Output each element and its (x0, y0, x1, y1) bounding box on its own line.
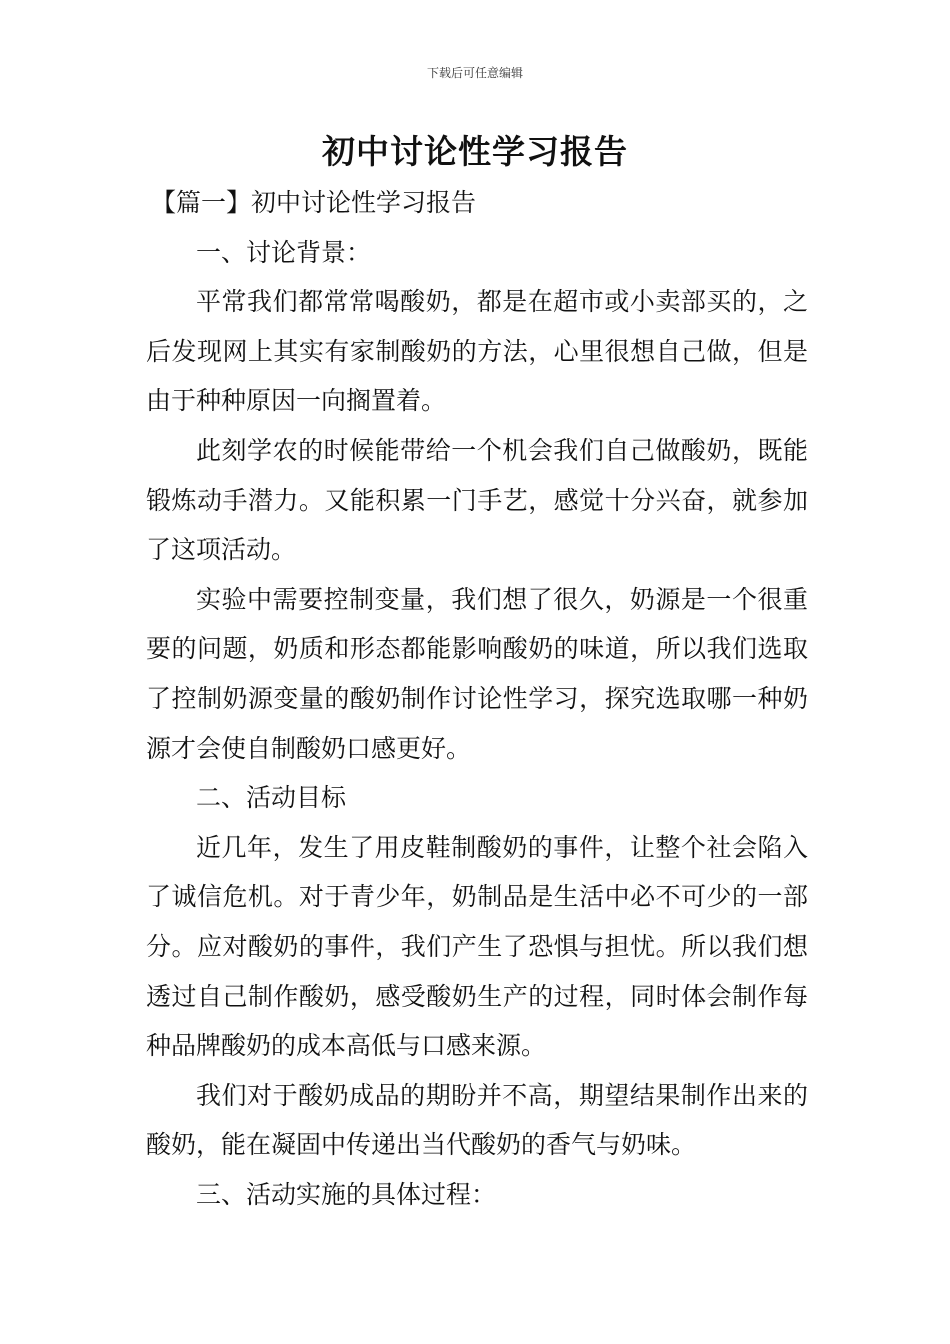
section-heading-process: 三、活动实施的具体过程： (196, 1179, 497, 1209)
header-note: 下载后可任意编辑 (426, 66, 523, 80)
paragraph-background-1: 平常我们都常常喝酸奶，都是在超市或小卖部买的，之后发现网上其实有家制酸奶的方法，心里很想自己做，但是由于种种原因一向搁置着。 (146, 287, 808, 416)
section-heading-part-one: 【篇一】初中讨论性学习报告 (151, 188, 477, 217)
document-body (146, 178, 808, 1219)
paragraph-background-2: 此刻学农的时候能带给一个机会我们自己做酸奶，既能锻炼动手潜力。又能积累一门手艺，感觉十分兴奋，就参加了这项活动。 (146, 435, 808, 565)
paragraph-goals-2: 我们对于酸奶成品的期盼并不高，期望结果制作出来的酸奶，能在凝固中传递出当代酸奶的香气与奶味。 (146, 1080, 808, 1160)
paragraph-goals-1: 近几年，发生了用皮鞋制酸奶的事件，让整个社会陷入了诚信危机。对于青少年，奶制品是生活中必不可少的一部分。应对酸奶的事件，我们产生了恐惧与担忧。所以我们想透过自己制作酸奶，感受酸奶生产的过程，同时体会制作每种品牌酸奶的成本高低与口感来源。 (146, 832, 808, 1061)
paragraph-background-3: 实验中需要控制变量，我们想了很久，奶源是一个很重要的问题，奶质和形态都能影响酸奶的味道，所以我们选取了控制奶源变量的酸奶制作讨论性学习，探究选取哪一种奶源才会使自制酸奶口感更好。 (146, 584, 808, 763)
section-heading-background: 一、讨论背景： (196, 237, 372, 267)
section-heading-goals: 二、活动目标 (196, 783, 347, 813)
document-title: 初中讨论性学习报告 (322, 132, 628, 171)
